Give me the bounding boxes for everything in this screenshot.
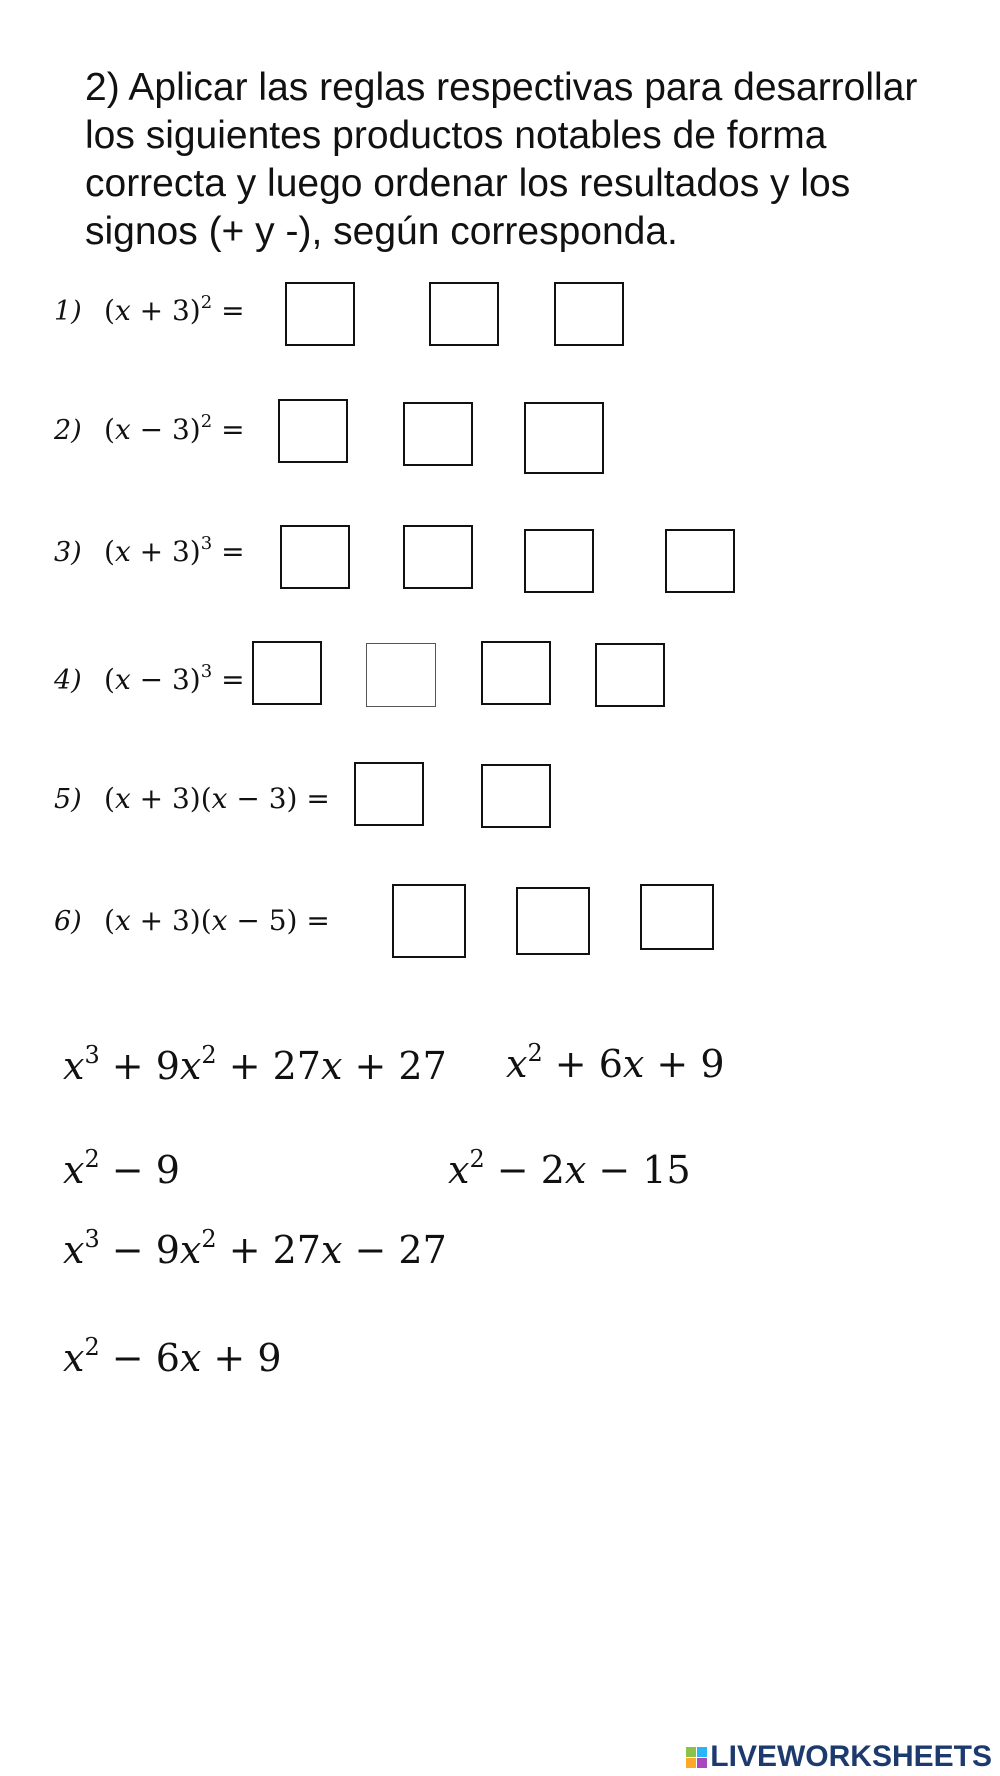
- problem-number: 2): [54, 415, 82, 446]
- answer-box[interactable]: [252, 641, 322, 705]
- answer-box[interactable]: [403, 402, 473, 466]
- answer-box[interactable]: [403, 525, 473, 589]
- problem-expression: $(x - 3)^3$ =: [104, 661, 245, 696]
- answer-box[interactable]: [280, 525, 350, 589]
- answer-option-trinomial[interactable]: $x^2 - 2x - 15$: [448, 1145, 691, 1192]
- answer-box[interactable]: [524, 402, 604, 474]
- answer-box[interactable]: [524, 529, 594, 593]
- problem-5: [0, 762, 1000, 842]
- answer-box[interactable]: [595, 643, 665, 707]
- problem-number: 1): [54, 296, 82, 327]
- problem-2: [0, 399, 1000, 479]
- problem-6: [0, 884, 1000, 964]
- problem-number: 4): [54, 665, 82, 696]
- problem-expression: $(x - 3)^2$ =: [104, 411, 245, 446]
- answer-option-square-plus[interactable]: $x^2 + 6x + 9$: [506, 1039, 725, 1086]
- answer-box[interactable]: [354, 762, 424, 826]
- answer-option-cube-minus[interactable]: $x^3 - 9x^2 + 27x - 27$: [63, 1225, 447, 1272]
- answer-box[interactable]: [516, 887, 590, 955]
- logo-text: LIVEWORKSHEETS: [710, 1740, 992, 1773]
- logo-mark-icon: [686, 1747, 707, 1768]
- problem-number: 5): [54, 784, 82, 815]
- answer-box[interactable]: [366, 643, 436, 707]
- answer-box[interactable]: [429, 282, 499, 346]
- answer-option-cube-plus[interactable]: $x^3 + 9x^2 + 27x + 27$: [63, 1041, 447, 1088]
- answer-option-square-minus[interactable]: $x^2 - 6x + 9$: [63, 1333, 282, 1380]
- answer-box[interactable]: [392, 884, 466, 958]
- liveworksheets-logo: [686, 1740, 992, 1774]
- problem-expression: (x + 3)(x − 3) =: [104, 782, 330, 815]
- answer-box[interactable]: [481, 641, 551, 705]
- problem-4: [0, 641, 1000, 721]
- problem-number: 3): [54, 537, 82, 568]
- problem-3: [0, 525, 1000, 605]
- answer-box[interactable]: [554, 282, 624, 346]
- answer-option-difference-squares[interactable]: $x^2 - 9$: [63, 1145, 180, 1192]
- answer-box[interactable]: [481, 764, 551, 828]
- problem-expression: (x + 3)(x − 5) =: [104, 904, 330, 937]
- answer-box[interactable]: [640, 884, 714, 950]
- problem-expression: $(x + 3)^2$ =: [104, 292, 245, 327]
- problem-expression: $(x + 3)^3$ =: [104, 533, 245, 568]
- problem-1: [0, 282, 1000, 362]
- problem-number: 6): [54, 906, 82, 937]
- answer-box[interactable]: [278, 399, 348, 463]
- instructions-text: 2) Aplicar las reglas respectivas para desarrollar los siguientes productos notables de forma correcta y luego ordenar los resultados y los signos (+ y -), según corresponda.: [85, 66, 918, 253]
- answer-box[interactable]: [285, 282, 355, 346]
- answer-box[interactable]: [665, 529, 735, 593]
